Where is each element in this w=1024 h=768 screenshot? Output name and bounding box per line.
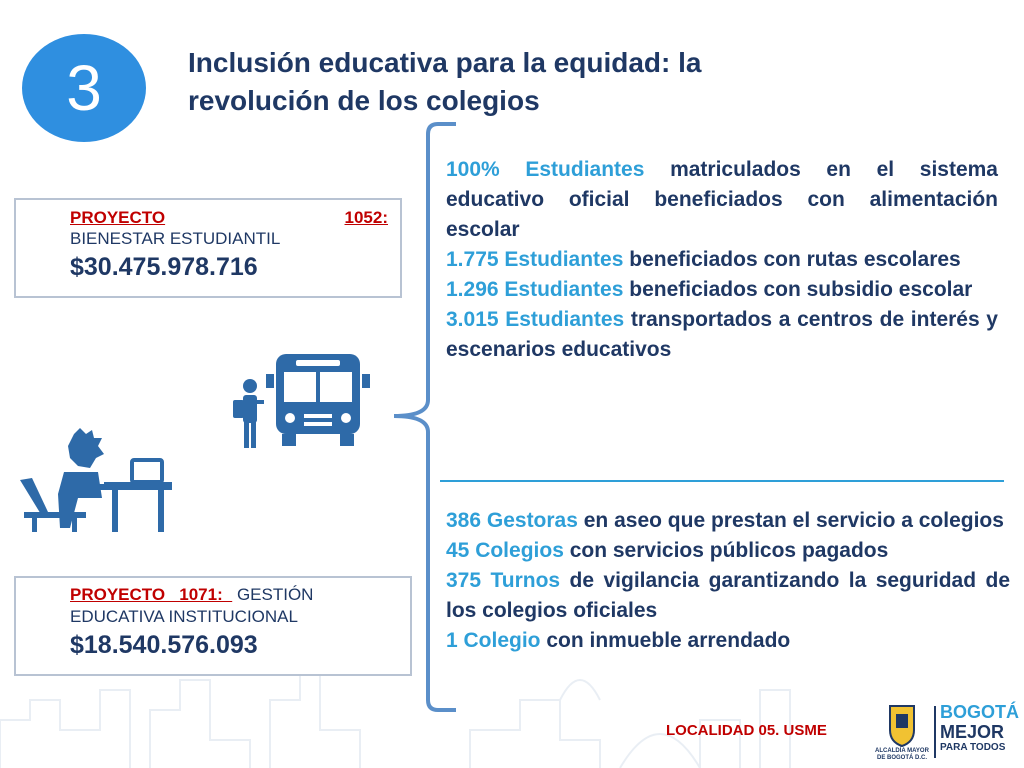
project-1052-box xyxy=(14,198,402,298)
list-item: 386 Gestoras en aseo que prestan el servicio a colegios xyxy=(446,509,1004,532)
student-backpack-icon xyxy=(228,378,266,450)
project-1052-number: 1052: xyxy=(344,208,388,227)
alcaldia-line2: DE BOGOTÁ D.C. xyxy=(876,755,927,761)
project-1052-name: BIENESTAR ESTUDIANTIL xyxy=(70,229,281,248)
person-computer-icon xyxy=(18,428,178,534)
section-number-badge xyxy=(22,34,146,142)
section-number: 3 xyxy=(66,52,102,124)
list-item: 45 Colegios con servicios públicos pagados xyxy=(446,539,889,562)
institutional-logos xyxy=(872,702,1022,762)
brand-bogota: BOGOTÁ xyxy=(940,702,1019,722)
page-title-line1: Inclusión educativa para la equidad: la xyxy=(188,47,702,78)
list-item: 1 Colegio con inmueble arrendado xyxy=(446,629,791,652)
list-item: 3.015 Estudiantes transportados a centros de interés y escenarios educativos xyxy=(446,308,998,361)
project-1052-header xyxy=(70,208,388,228)
project-1071-amount: $18.540.576.093 xyxy=(70,631,258,659)
project-1071-box xyxy=(14,576,412,676)
list-item: 1.775 Estudiantes beneficiados con rutas escolares xyxy=(446,248,961,271)
brand-mejor: MEJOR xyxy=(940,722,1005,742)
page-title xyxy=(188,44,888,120)
project-1052-amount: $30.475.978.716 xyxy=(70,253,258,281)
project-1052-label: PROYECTO xyxy=(70,208,166,227)
list-item: 100% Estudiantes matriculados en el sistema educativo oficial beneficiados con alimentación escolar xyxy=(446,158,998,241)
brand-para-todos: PARA TODOS xyxy=(940,742,1006,753)
section-divider xyxy=(440,480,1004,482)
project-1071-name-part2: EDUCATIVA INSTITUCIONAL xyxy=(70,607,298,626)
list-item: 1.296 Estudiantes beneficiados con subsidio escolar xyxy=(446,278,973,301)
project-1071-name-part1: GESTIÓN xyxy=(236,585,314,604)
page-title-line2: revolución de los colegios xyxy=(188,85,540,116)
project-1071-label: PROYECTO 1071: xyxy=(70,585,233,604)
services-list-1071 xyxy=(446,506,1010,656)
alcaldia-line1: ALCALDÍA MAYOR xyxy=(875,748,929,754)
school-bus-icon xyxy=(266,352,370,448)
localidad-label: LOCALIDAD 05. USME xyxy=(666,722,827,739)
project-1071-header xyxy=(70,584,410,606)
beneficiaries-list-1052 xyxy=(446,155,998,365)
list-item: 375 Turnos de vigilancia garantizando la seguridad de los colegios oficiales xyxy=(446,569,1010,622)
